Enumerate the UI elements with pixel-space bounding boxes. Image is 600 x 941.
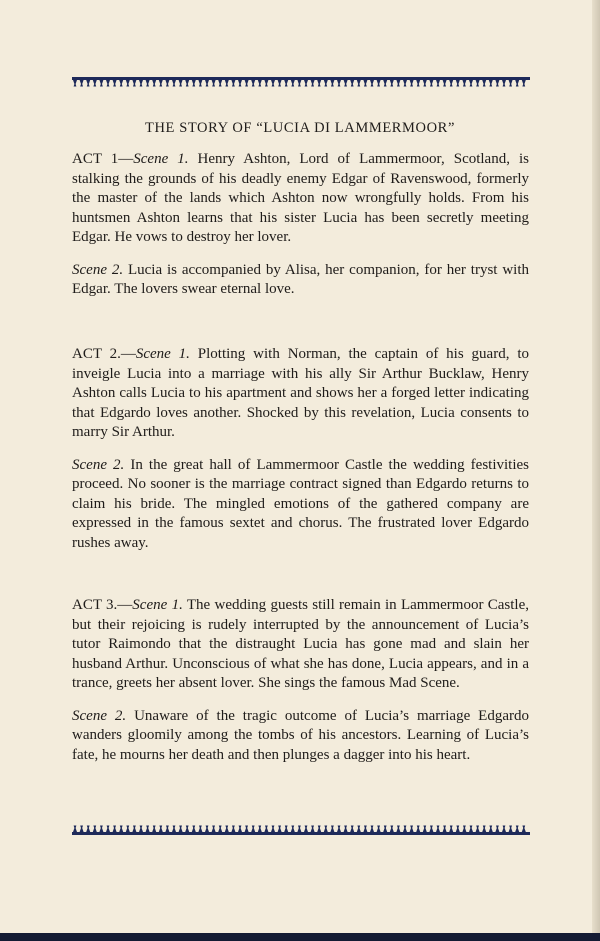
scene-label: Scene 1. — [132, 597, 183, 613]
scene-text: Plotting with Norman, the captain of his guard, to inveigle Lucia into a marriage with his ally Sir Arthur Bucklaw, Henry Ashton calls Lucia to his apartment and shows her a forged letter indicating that Edgardo loves another. Shocked by this revelation, Lucia consents to marry Sir Arthur. — [72, 346, 529, 440]
scan-edge — [592, 0, 600, 941]
scene-label: Scene 2. — [72, 707, 127, 724]
scene-text: Unaware of the tragic outcome of Lucia’s marriage Edgardo wanders gloomily among the tombs of his ancestors. Learning of Lucia’s fate, he mourns her death and then plunges a dagger into his heart. — [72, 707, 529, 763]
scan-edge-bottom — [0, 933, 600, 941]
act-2-section — [72, 345, 529, 553]
act-1-label: ACT 1— — [72, 151, 134, 167]
act-3-scene-2 — [72, 707, 529, 766]
scene-text: Lucia is accompanied by Alisa, her companion, for her tryst with Edgar. The lovers swear eternal love. — [72, 261, 529, 297]
act-2-scene-2 — [72, 456, 529, 554]
act-3-section — [72, 596, 529, 765]
act-1-scene-2 — [72, 261, 529, 300]
scene-text: Henry Ashton, Lord of Lammermoor, Scotland, is stalking the grounds of his deadly enemy Edgar of Ravenswood, formerly the master of the lands which Ashton now wrongfully holds. From his huntsmen Ashton learns that his sister Lucia has been secretly meeting Edgar. He vows to destroy her lover. — [72, 151, 530, 245]
scene-text: In the great hall of Lammermoor Castle the wedding festivities proceed. No sooner is the marriage contract signed than Edgardo returns to claim his bride. The mingled emotions of the gathered company are expressed in the famous sextet and chorus. The frustrated lover Edgardo rushes away. — [72, 456, 529, 551]
act-2-scene-1 — [72, 345, 529, 443]
scene-label: Scene 2. — [72, 261, 124, 278]
act-1-section — [72, 150, 529, 300]
scene-label: Scene 2. — [72, 456, 125, 473]
act-3-scene-1 — [72, 596, 529, 694]
scene-label: Scene 1. — [135, 346, 190, 362]
scene-label: Scene 1. — [133, 151, 189, 167]
scene-text: The wedding guests still remain in Lammermoor Castle, but their rejoicing is rudely interrupted by the announcement of Lucia’s tutor Raimondo that the distraught Lucia has gone mad and slain her husband Arthur. Unconscious of what she has done, Lucia appears, and in a trance, greets her absent lover. She sings the famous Mad Scene. — [72, 597, 529, 691]
page-title: THE STORY OF “LUCIA DI LAMMERMOOR” — [144, 120, 455, 136]
bottom-ornamental-border — [72, 825, 530, 835]
act-1-scene-1 — [72, 150, 529, 248]
act-2-label: ACT 2.— — [72, 346, 136, 362]
act-3-label: ACT 3.— — [72, 597, 133, 613]
top-ornamental-border — [72, 77, 530, 87]
